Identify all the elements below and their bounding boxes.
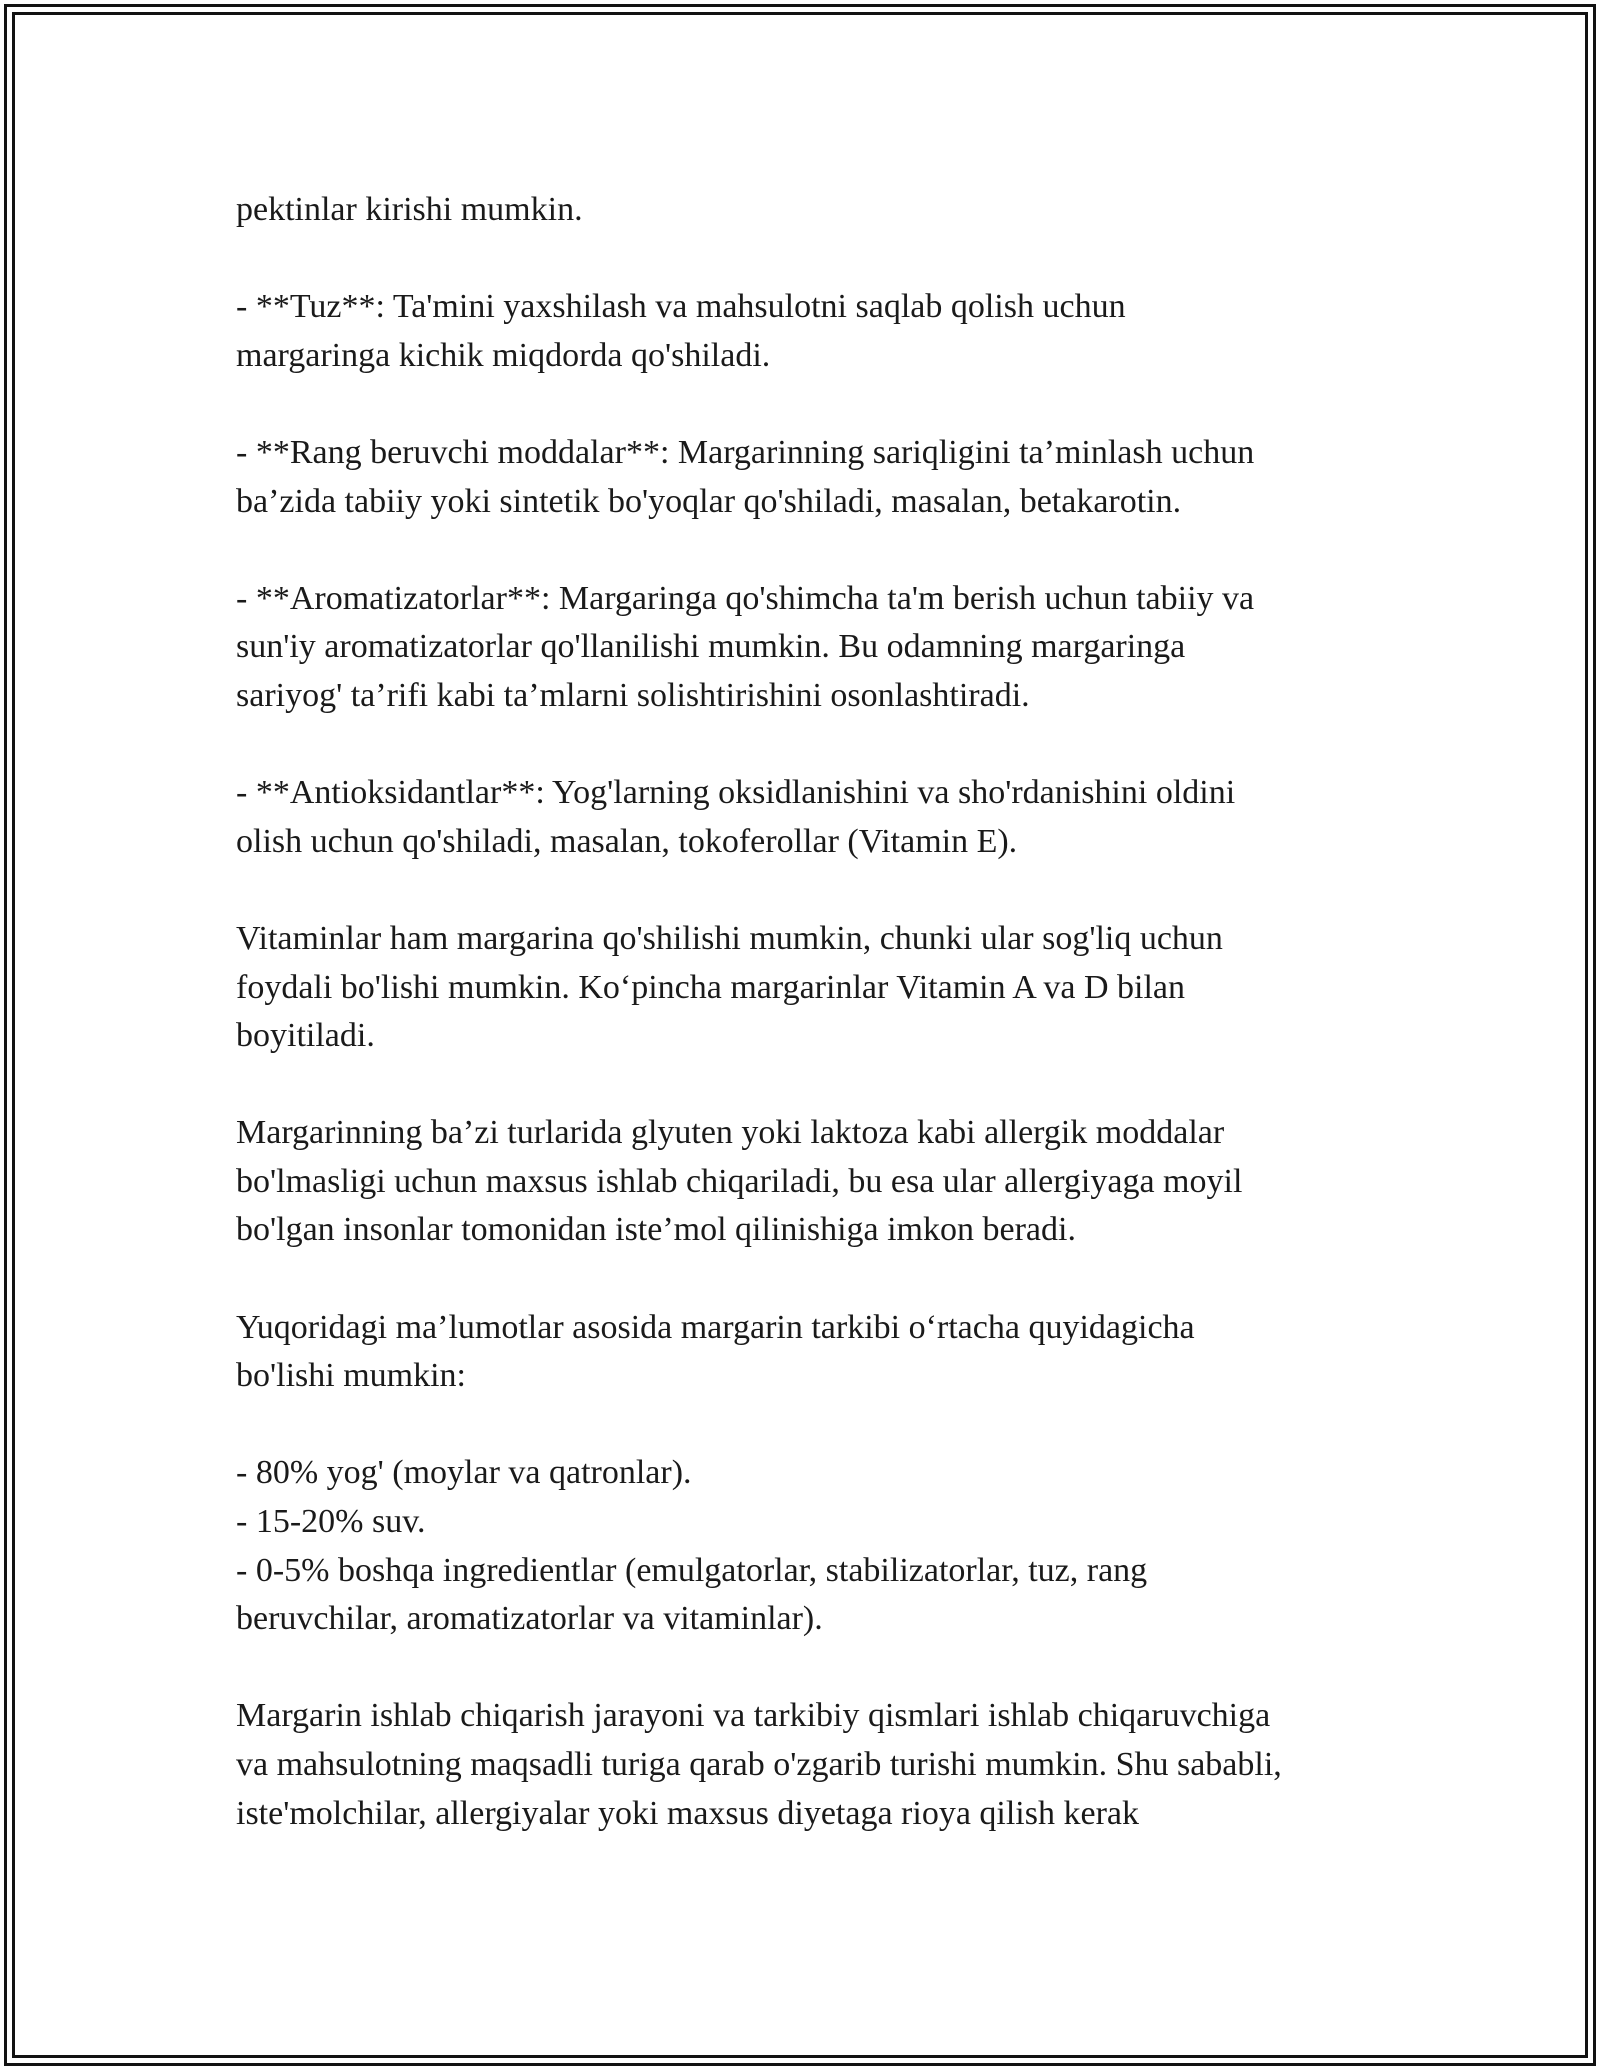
paragraph-allergens: Margarinning ba’zi turlarida glyuten yoki laktoza kabi allergik moddalar bo'lmasligi uchun maxsus ishlab chiqariladi, bu esa ular allergiyaga moyil bo'lgan insonlar tomonidan iste’mol qilinishiga imkon beradi.	[236, 1114, 1243, 1249]
paragraph-spacer	[236, 1061, 1376, 1110]
paragraph-composition-intro: Yuqoridagi ma’lumotlar asosida margarin tarkibi o‘rtacha quyidagicha bo'lishi mumkin:	[236, 1308, 1195, 1395]
paragraph-spacer	[236, 1255, 1376, 1304]
composition-list: - 80% yog' (moylar va qatronlar). - 15-20% suv. - 0-5% boshqa ingredientlar (emulgatorlar, stabilizatorlar, tuz, rang beruvchilar, aromatizatorlar va vitaminlar).	[236, 1454, 1148, 1638]
paragraph-conclusion: Margarin ishlab chiqarish jarayoni va tarkibiy qismlari ishlab chiqaruvchiga va mahsulotning maqsadli turiga qarab o'zgarib turishi mumkin. Shu sababli, iste'molchilar, allergiyalar yoki maxsus diyetaga rioya qilish kerak	[236, 1697, 1282, 1832]
paragraph-spacer	[236, 721, 1376, 770]
list-item-flavorings: - **Aromatizatorlar**: Margaringa qo'shimcha ta'm berish uchun tabiiy va sun'iy aromatizatorlar qo'llanilishi mumkin. Bu odamning margaringa sariyog' ta’rifi kabi ta’mlarni solishtirishini osonlashtiradi.	[236, 579, 1255, 714]
list-item-salt: - **Tuz**: Ta'mini yaxshilash va mahsulotni saqlab qolish uchun margaringa kichik miqdorda qo'shiladi.	[236, 288, 1126, 374]
paragraph-spacer	[236, 235, 1376, 284]
paragraph-vitamins: Vitaminlar ham margarina qo'shilishi mumkin, chunki ular sog'liq uchun foydali bo'lishi mumkin. Ko‘pincha margarinlar Vitamin A va D bilan boyitiladi.	[236, 919, 1223, 1055]
paragraph-spacer	[236, 866, 1376, 915]
paragraph-spacer	[236, 1401, 1376, 1450]
paragraph-pectin-continuation: pektinlar kirishi mumkin.	[236, 191, 583, 228]
list-item-colorants: - **Rang beruvchi moddalar**: Margarinning sariqligini ta’minlash uchun ba’zida tabiiy yoki sintetik bo'yoqlar qo'shiladi, masalan, betakarotin.	[236, 433, 1255, 520]
list-item-antioxidants: - **Antioksidantlar**: Yog'larning oksidlanishini va sho'rdanishini oldini olish uchun qo'shiladi, masalan, tokoferollar (Vitamin E).	[236, 774, 1236, 860]
document-body	[236, 186, 1376, 1838]
paragraph-spacer	[236, 380, 1376, 429]
paragraph-spacer	[236, 526, 1376, 575]
paragraph-spacer	[236, 1644, 1376, 1693]
